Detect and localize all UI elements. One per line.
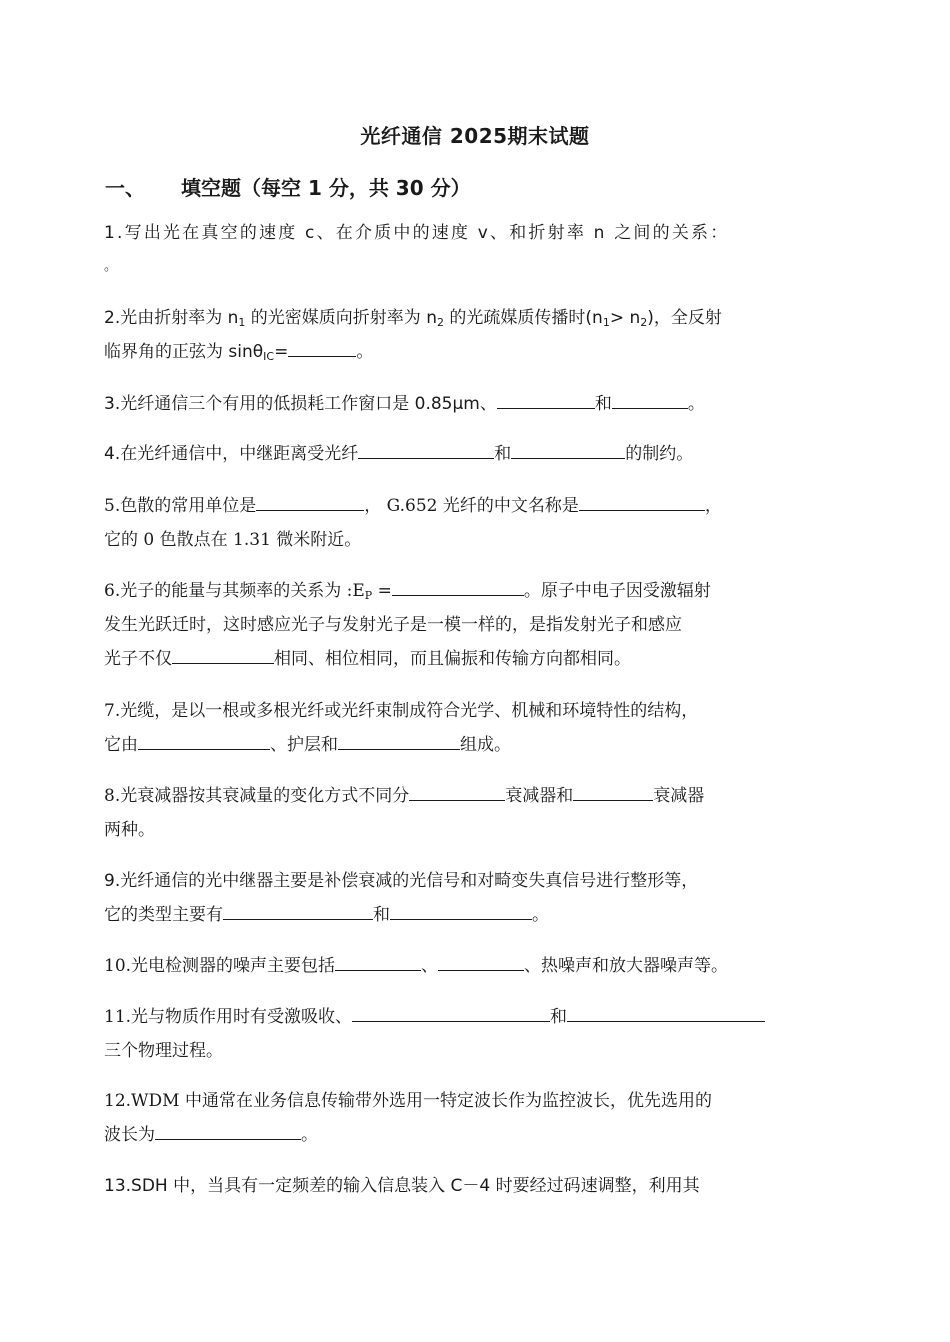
q6-blank-1[interactable]: [392, 577, 524, 596]
q11-blank-2[interactable]: [567, 1003, 765, 1022]
q2-text-d: > n: [609, 308, 641, 328]
question-9: [104, 864, 804, 932]
q10-line-1: [104, 949, 804, 983]
q6-line-3: [104, 642, 804, 676]
q8-line-2: 两种。: [104, 820, 155, 840]
q4-blank-2[interactable]: [511, 440, 625, 459]
q6-text-b: =: [372, 581, 392, 601]
q10-blank-1[interactable]: [335, 952, 421, 971]
question-11: [104, 1000, 804, 1068]
q4-text-b: 和: [494, 444, 512, 464]
q6-blank-2[interactable]: [172, 645, 274, 664]
question-13: [104, 1169, 804, 1203]
q2-text-b: 的光密媒质向折射率为 n: [245, 308, 437, 328]
q9-line-1: 9.光纤通信的光中继器主要是补偿衰减的光信号和对畸变失真信号进行整形等，: [104, 871, 699, 891]
q2-sub-1: 1: [238, 316, 246, 329]
q5-text-a: 5.色散的常用单位是: [104, 496, 257, 516]
q7-line-1: 7.光缆，是以一根或多根光纤或光纤束制成符合光学、机械和环境特性的结构，: [104, 701, 699, 721]
q3-blank-1[interactable]: [497, 390, 595, 409]
question-12: [104, 1084, 804, 1152]
q2-sub-2: 2: [437, 316, 444, 329]
q2-text-e: )，全反射: [647, 308, 722, 328]
q6-line-1: [104, 574, 804, 608]
q2-blank-1[interactable]: [288, 338, 356, 357]
q6-line-2: 发生光跃迁时，这时感应光子与发射光子是一模一样的，是指发射光子和感应: [104, 615, 682, 635]
q12-blank-1[interactable]: [155, 1121, 301, 1140]
q6-text-c: 。原子中电子因受激辐射: [523, 581, 711, 601]
q5-text-b: ， G.652 光纤的中文名称是: [364, 496, 579, 516]
section-number: 一、: [105, 176, 145, 200]
q9-blank-1[interactable]: [223, 901, 373, 920]
question-6: [104, 574, 804, 676]
q2-sub-4: 2: [640, 316, 648, 329]
q3-text-a: 3.光纤通信三个有用的低损耗工作窗口是 0.85μm、: [104, 394, 497, 414]
q11-line-1: [104, 1000, 804, 1034]
q3-blank-2[interactable]: [612, 390, 688, 409]
q10-text-c: 、热噪声和放大器噪声等。: [524, 956, 729, 976]
q4-blank-1[interactable]: [358, 440, 494, 459]
q5-line-1: [104, 489, 804, 523]
q5-line-2: 它的 0 色散点在 1.31 微米附近。: [104, 530, 362, 550]
q9-blank-2[interactable]: [390, 901, 532, 920]
q2-line2-sub: IC: [263, 350, 275, 363]
q1-line-2: 。: [104, 259, 118, 274]
question-7: [104, 694, 804, 762]
q3-text-c: 。: [687, 394, 705, 414]
q4-text-c: 的制约。: [625, 444, 694, 464]
q12-line2-a: 波长为: [104, 1125, 155, 1145]
q2-line2-c: 。: [356, 342, 374, 362]
q2-sub-3: 1: [602, 316, 610, 329]
q6-line3-b: 相同、相位相同，而且偏振和传输方向都相同。: [274, 649, 631, 669]
q13-line-1: 13.SDH 中，当具有一定频差的输入信息装入 C－4 时要经过码速调整，利用其: [104, 1176, 700, 1196]
q2-text-a: 2.光由折射率为 n: [104, 308, 239, 328]
exam-title: 光纤通信 2025期末试题: [360, 124, 590, 148]
q9-line2-a: 它的类型主要有: [104, 905, 223, 925]
question-4: [104, 437, 804, 471]
q11-line-2: 三个物理过程。: [104, 1041, 223, 1061]
question-3: [104, 387, 804, 421]
question-2: [104, 301, 804, 369]
q12-line-2: [104, 1118, 804, 1152]
q8-line-1: [104, 779, 804, 813]
q7-line-2: [104, 728, 804, 762]
q2-line-2: [104, 335, 804, 369]
question-8: [104, 779, 804, 847]
q5-blank-2[interactable]: [579, 492, 705, 511]
question-10: [104, 949, 804, 983]
q12-line-1: 12.WDM 中通常在业务信息传输带外选用一特定波长作为监控波长，优先选用的: [104, 1091, 712, 1111]
section-heading: [105, 172, 471, 201]
q11-text-a: 11.光与物质作用时有受激吸收、: [104, 1007, 353, 1027]
q10-text-b: 、: [421, 956, 439, 976]
q8-text-a: 8.光衰减器按其衰减量的变化方式不同分: [104, 786, 410, 806]
q3-text-b: 和: [594, 394, 612, 414]
q7-line2-c: 组成。: [460, 735, 511, 755]
q11-text-b: 和: [550, 1007, 568, 1027]
q10-blank-2[interactable]: [438, 952, 524, 971]
q9-line2-c: 。: [532, 905, 549, 925]
q7-blank-2[interactable]: [338, 731, 460, 750]
q8-text-c: 衰减器: [653, 786, 705, 806]
q5-blank-1[interactable]: [256, 492, 364, 511]
q11-blank-1[interactable]: [352, 1003, 550, 1022]
question-5: [104, 489, 804, 557]
q2-line2-a: 临界角的正弦为 sinθ: [104, 342, 264, 362]
q7-blank-1[interactable]: [138, 731, 270, 750]
q2-text-c: 的光疏媒质传播时(n: [444, 308, 603, 328]
q4-text-a: 4.在光纤通信中，中继距离受光纤: [104, 444, 359, 464]
q8-blank-2[interactable]: [573, 782, 653, 801]
question-1: [104, 216, 804, 284]
q9-line-2: [104, 898, 804, 932]
q8-text-b: 衰减器和: [505, 786, 574, 806]
q3-line-1: [104, 387, 804, 421]
q7-line2-b: 、护层和: [270, 735, 338, 755]
q1-line-1: 1.写出光在真空的速度 c、在介质中的速度 v、和折射率 n 之间的关系：: [104, 223, 730, 243]
q6-line3-a: 光子不仅: [104, 649, 172, 669]
q2-line-1: [104, 301, 804, 335]
q9-line2-b: 和: [373, 905, 390, 925]
q6-text-a: 6.光子的能量与其频率的关系为 :E: [104, 581, 365, 601]
q10-text-a: 10.光电检测器的噪声主要包括: [104, 956, 336, 976]
q7-line2-a: 它由: [104, 735, 138, 755]
q4-line-1: [104, 437, 804, 471]
section-label: 填空题（每空 1 分，共 30 分）: [181, 176, 471, 200]
q5-text-c: ，: [704, 496, 722, 516]
q6-sub: P: [364, 589, 373, 602]
q2-line2-b: =: [274, 342, 289, 362]
q12-line2-b: 。: [301, 1125, 318, 1145]
q8-blank-1[interactable]: [409, 782, 505, 801]
